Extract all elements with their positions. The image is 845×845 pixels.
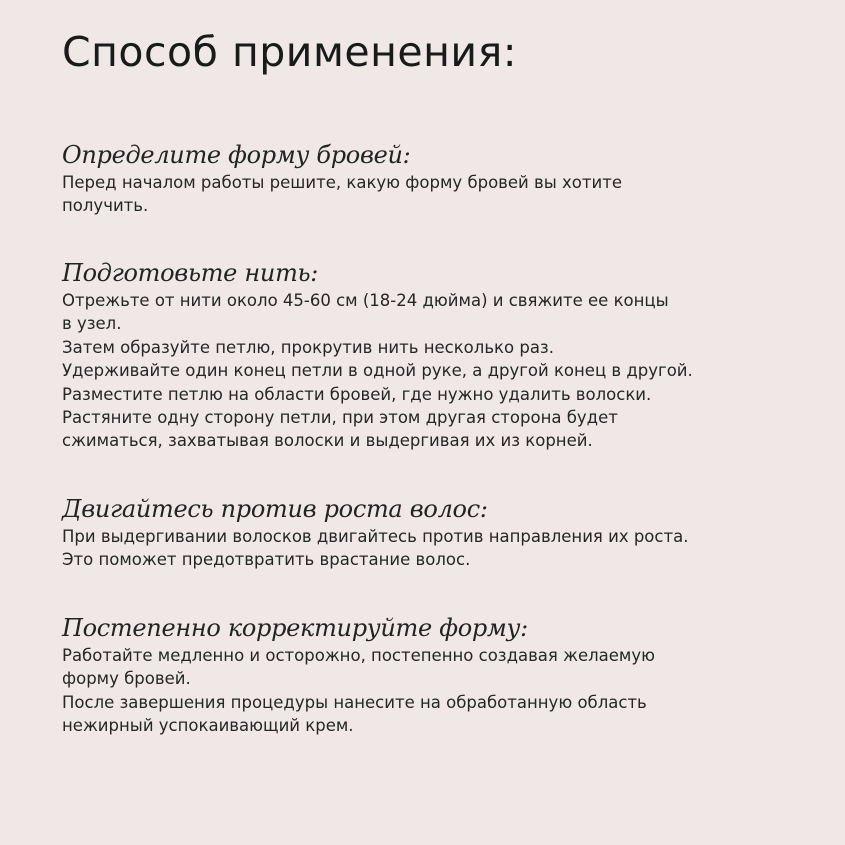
- section-define-shape: [62, 140, 822, 218]
- instruction-line: После завершения процедуры нанесите на обработанную область: [62, 692, 647, 712]
- section-prepare-thread: [62, 258, 822, 453]
- section-heading: Постепенно корректируйте форму:: [62, 614, 528, 642]
- instruction-line: нежирный успокаивающий крем.: [62, 716, 354, 736]
- instruction-line: сжиматься, захватывая волоски и выдергивая их из корней.: [62, 431, 593, 451]
- instruction-line: в узел.: [62, 314, 122, 334]
- instruction-line: Затем образуйте петлю, прокрутив нить несколько раз.: [62, 337, 554, 357]
- section-heading: Определите форму бровей:: [62, 141, 411, 169]
- instruction-line: форму бровей.: [62, 669, 191, 689]
- instruction-line: Удерживайте один конец петли в одной руке, а другой конец в другой.: [62, 361, 693, 381]
- page-title: Способ применения:: [62, 28, 518, 76]
- instruction-line: получить.: [62, 196, 149, 216]
- section-heading: Подготовьте нить:: [62, 259, 319, 287]
- section-against-growth: [62, 494, 822, 572]
- instruction-line: Работайте медленно и осторожно, постепенно создавая желаемую: [62, 646, 656, 665]
- section-heading: Двигайтесь против роста волос:: [62, 495, 488, 523]
- instruction-line: Растяните одну сторону петли, при этом другая сторона будет: [62, 408, 618, 428]
- instruction-line: Отрежьте от нити около 45-60 см (18-24 дюйма) и свяжите ее концы: [62, 291, 669, 310]
- instruction-line: При выдергивании волосков двигайтесь против направления их роста.: [62, 527, 689, 546]
- section-correct-shape: [62, 613, 822, 738]
- instruction-line: Это поможет предотвратить врастание волос.: [62, 550, 471, 570]
- instruction-line: Перед началом работы решите, какую форму бровей вы хотите: [62, 173, 622, 192]
- instruction-line: Разместите петлю на области бровей, где нужно удалить волоски.: [62, 384, 652, 404]
